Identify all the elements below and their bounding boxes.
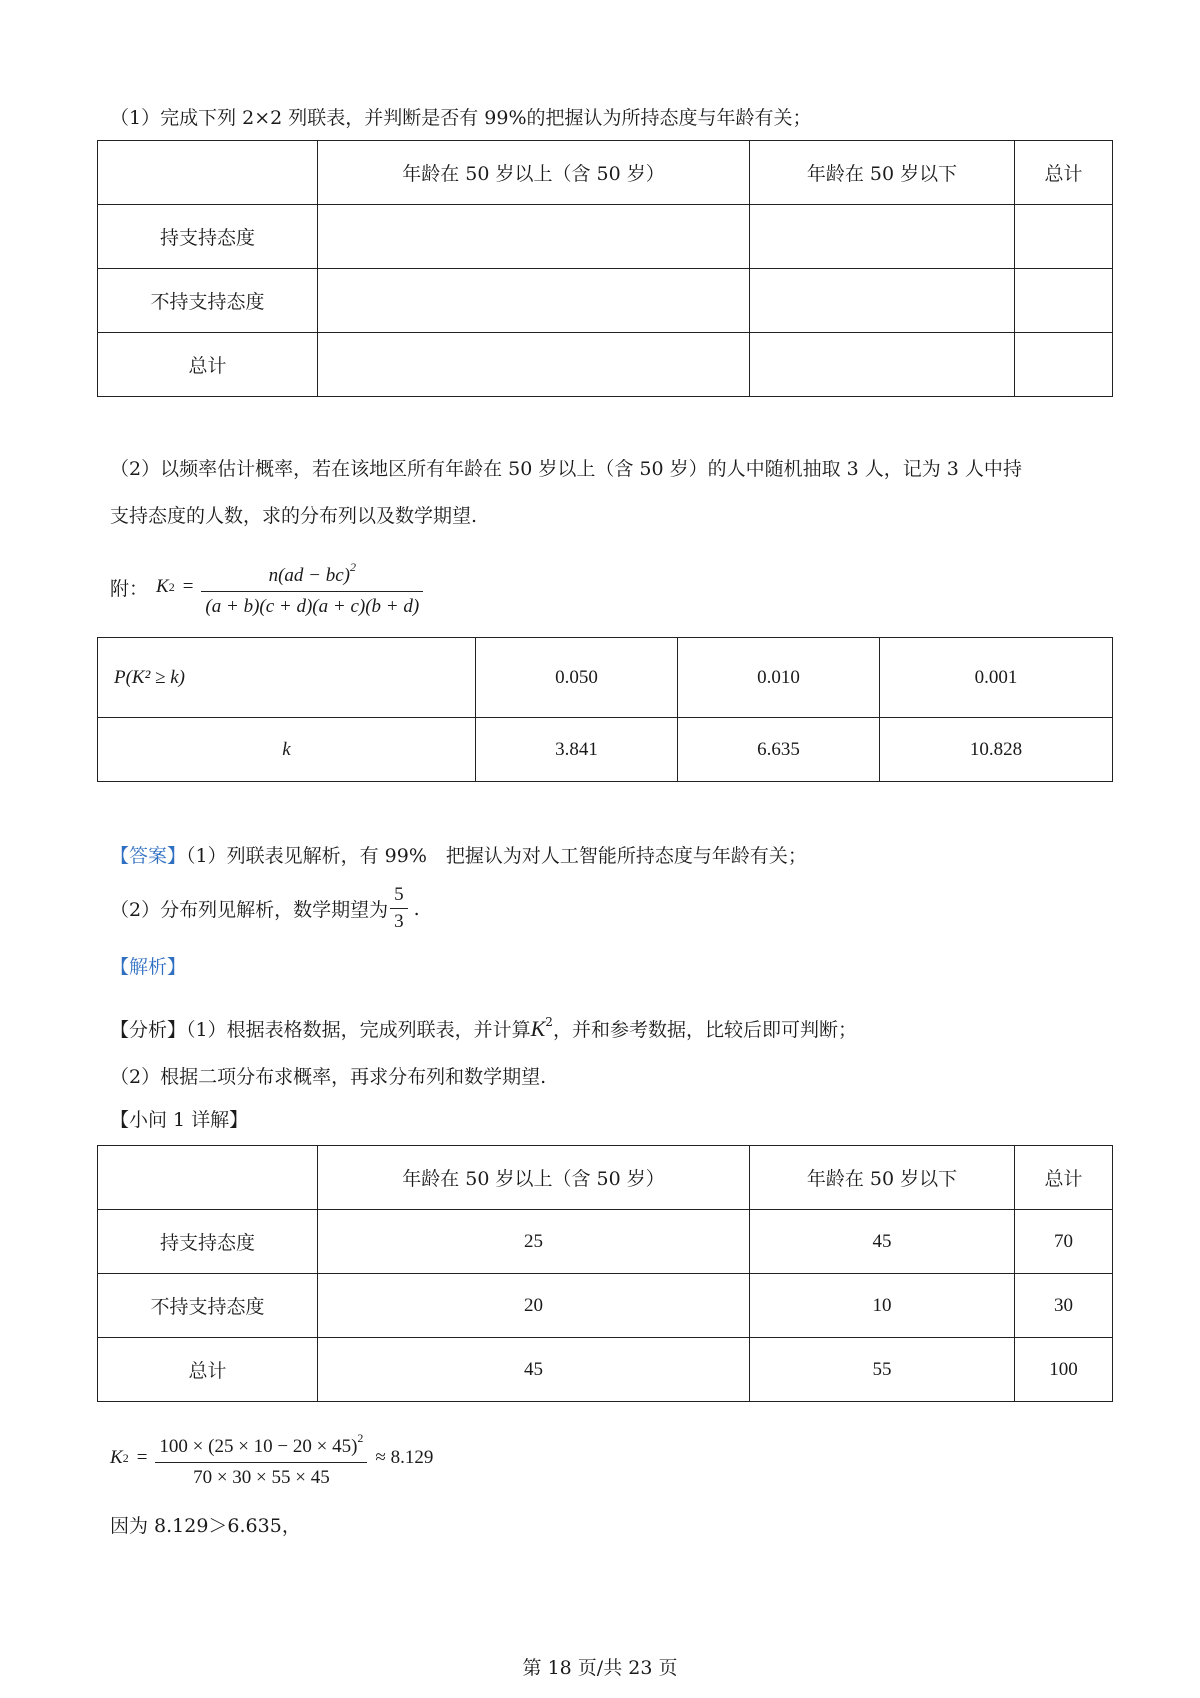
formula-prefix: 附：: [110, 578, 149, 600]
question-2-line-1: （2）以频率估计概率，若在该地区所有年龄在 50 岁以上（含 50 岁）的人中随机抽取 3 人，记为 3 人中持: [110, 458, 1022, 480]
table-cell: [750, 205, 1015, 269]
calc-denominator: 70 × 30 × 55 × 45: [193, 1467, 330, 1488]
fenxi-text-1b: ，并和参考数据，比较后即可判断；: [552, 1019, 857, 1041]
answer-period: .: [413, 897, 420, 920]
fenxi-line-1: [110, 1008, 857, 1044]
fenxi-tag: 【分析】: [110, 1019, 187, 1041]
critical-value: 6.635: [678, 718, 880, 782]
table-header-cell: 年龄在 50 岁以下: [750, 141, 1015, 205]
because-line: 因为 8.129＞6.635，: [110, 1515, 301, 1537]
probability-value: 0.001: [880, 638, 1113, 718]
expectation-fraction: [390, 882, 408, 935]
table-cell: 55: [750, 1338, 1015, 1402]
question-2-line-2: 支持态度的人数，求的分布列以及数学期望.: [110, 505, 478, 527]
answer-text-2: （2）分布列见解析，数学期望为: [110, 899, 389, 921]
page-footer: 第 18 页/共 23 页: [522, 1657, 678, 1679]
critical-value: 10.828: [880, 718, 1113, 782]
row-label: 持支持态度: [98, 205, 318, 269]
k2-formula: [110, 552, 423, 622]
expectation-denominator: 3: [394, 911, 404, 932]
table-header-cell: 年龄在 50 岁以下: [750, 1146, 1015, 1210]
answer-line-1: [110, 842, 807, 870]
table-cell: 25: [318, 1210, 750, 1274]
question-1-text: （1）完成下列 2×2 列联表，并判断是否有 99%的把握认为所持态度与年龄有关；: [110, 107, 812, 129]
table-header-cell: [98, 141, 318, 205]
calc-fraction: [155, 1423, 367, 1493]
calc-numerator-exp: 2: [357, 1431, 364, 1445]
fenxi-line-2: （2）根据二项分布求概率，再求分布列和数学期望.: [110, 1066, 547, 1088]
table-cell: 100: [1015, 1338, 1113, 1402]
detail-tag: 【小问 1 详解】: [110, 1109, 249, 1131]
formula-fraction: [201, 552, 423, 622]
probability-label: P(K² ≥ k): [98, 638, 476, 718]
table-cell: 20: [318, 1274, 750, 1338]
calc-numerator: 100 × (25 × 10 − 20 × 45): [159, 1436, 358, 1457]
formula-numerator: n(ad − bc): [268, 565, 351, 586]
table-cell: 30: [1015, 1274, 1113, 1338]
probability-value: 0.010: [678, 638, 880, 718]
formula-denominator: (a + b)(c + d)(a + c)(b + d): [205, 596, 420, 617]
probability-value: 0.050: [476, 638, 678, 718]
formula-lhs-exp: 2: [168, 579, 175, 594]
answer-tag: 【答案】: [110, 845, 187, 867]
row-label: 总计: [98, 1338, 318, 1402]
analysis-tag: 【解析】: [110, 956, 187, 978]
row-label: 不持支持态度: [98, 269, 318, 333]
table-cell: 45: [318, 1338, 750, 1402]
table-header-cell: 年龄在 50 岁以上（含 50 岁）: [318, 141, 750, 205]
table-cell: [750, 333, 1015, 397]
k2-calculation: [110, 1423, 433, 1493]
row-label: 持支持态度: [98, 1210, 318, 1274]
fenxi-k: K: [530, 1016, 546, 1041]
formula-equals: =: [182, 576, 194, 597]
critical-value-label: k: [98, 718, 476, 782]
answer-text-1: （1）列联表见解析，有 99% 把握认为对人工智能所持态度与年龄有关；: [186, 845, 807, 867]
expectation-numerator: 5: [394, 884, 404, 905]
fenxi-k-exp: 2: [545, 1015, 553, 1029]
calc-lhs-exp: 2: [122, 1450, 129, 1465]
empty-contingency-table: [97, 140, 1113, 397]
formula-numerator-exp: 2: [350, 560, 357, 574]
calc-equals: =: [136, 1447, 148, 1468]
table-cell: [318, 333, 750, 397]
table-cell: [318, 205, 750, 269]
table-cell: [1015, 269, 1113, 333]
row-label: 总计: [98, 333, 318, 397]
table-header-cell: 总计: [1015, 141, 1113, 205]
reference-table: [97, 637, 1113, 782]
table-header-cell: [98, 1146, 318, 1210]
table-cell: [750, 269, 1015, 333]
table-cell: 10: [750, 1274, 1015, 1338]
calc-approx: ≈ 8.129: [375, 1447, 434, 1468]
row-label: 不持支持态度: [98, 1274, 318, 1338]
fenxi-text-1a: （1）根据表格数据，完成列联表，并计算: [186, 1019, 531, 1041]
table-cell: 45: [750, 1210, 1015, 1274]
filled-contingency-table: [97, 1145, 1113, 1402]
calc-lhs: K: [110, 1447, 123, 1468]
table-cell: [318, 269, 750, 333]
table-header-cell: 年龄在 50 岁以上（含 50 岁）: [318, 1146, 750, 1210]
answer-line-2: [110, 882, 420, 935]
table-header-cell: 总计: [1015, 1146, 1113, 1210]
table-cell: 70: [1015, 1210, 1113, 1274]
critical-value: 3.841: [476, 718, 678, 782]
table-cell: [1015, 205, 1113, 269]
formula-lhs: K: [156, 576, 169, 597]
table-cell: [1015, 333, 1113, 397]
